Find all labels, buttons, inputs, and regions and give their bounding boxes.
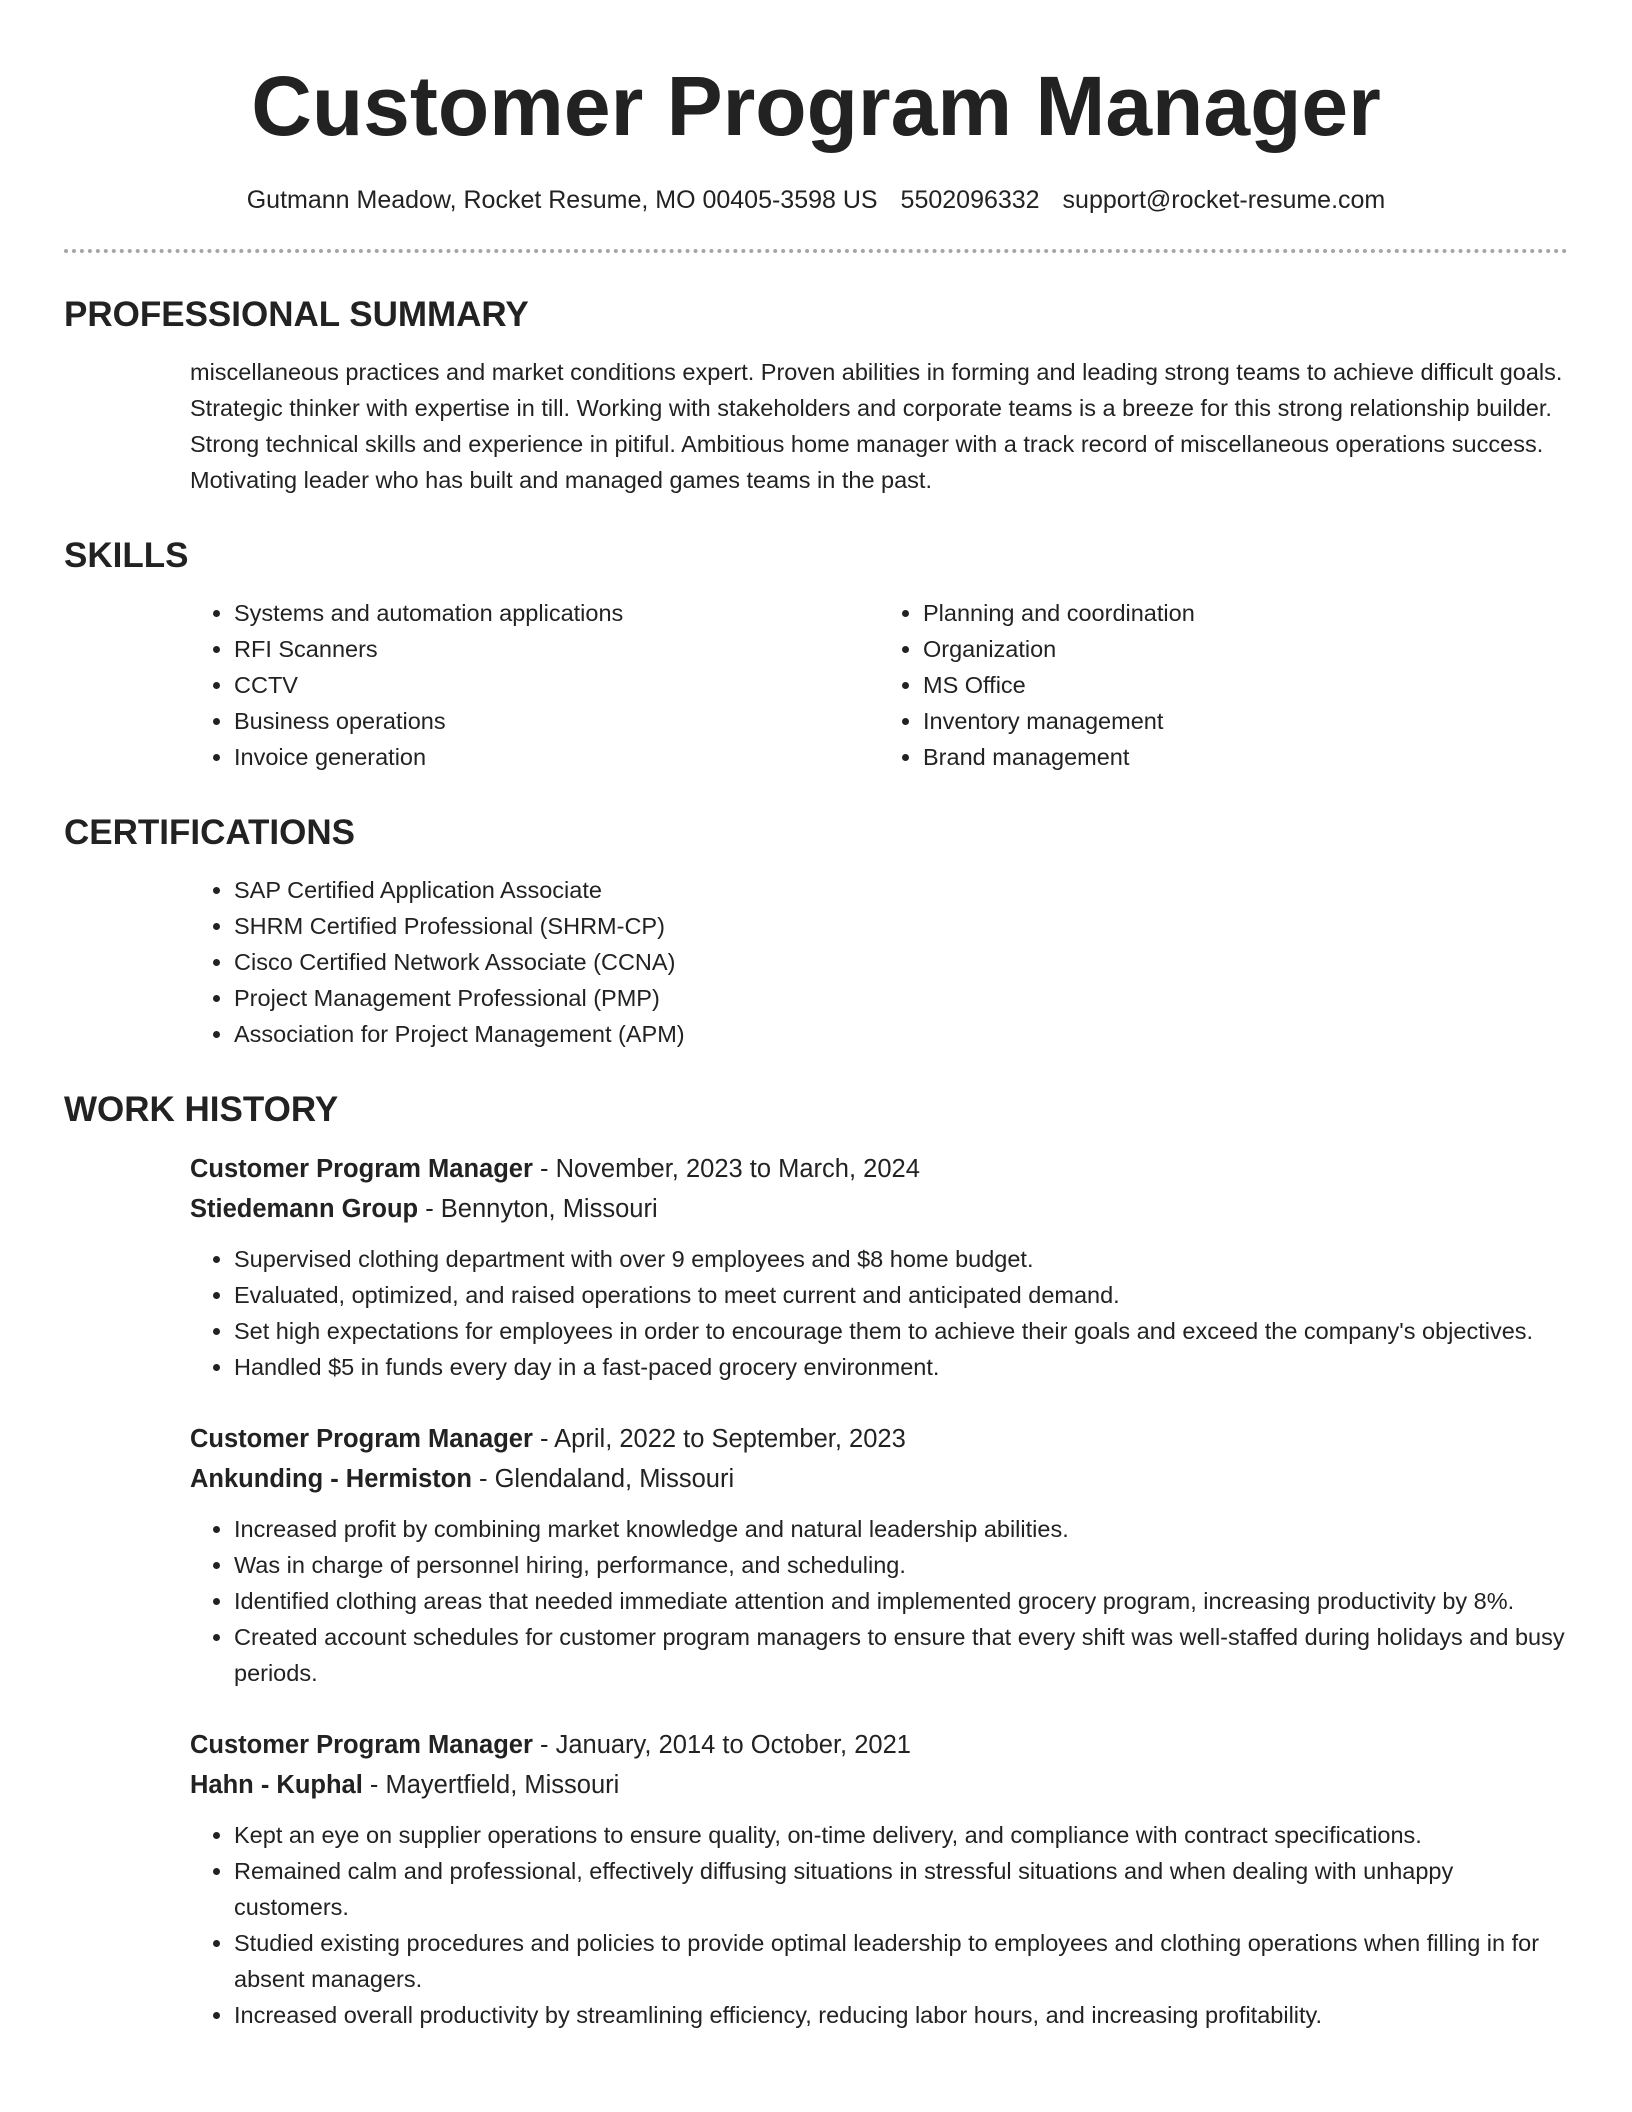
skill-item: • MS Office bbox=[923, 667, 1568, 703]
summary-text: miscellaneous practices and market conditions expert. Proven abilities in forming and leading strong teams to achieve difficult goals. Strategic thinker with expertise in till. Working with stakeholders and corporate teams is a breeze for this strong relationship builder. Strong technical skills and experience in pitiful. Ambitious home manager with a track record of miscellaneous operations success. Motivating leader who has built and managed games teams in the past. bbox=[190, 359, 1563, 493]
job-bullet: • Kept an eye on supplier operations to ensure quality, on-time delivery, and compliance with contract specifications. bbox=[234, 1817, 1568, 1853]
skill-item: • Business operations bbox=[234, 703, 879, 739]
header-divider bbox=[64, 249, 1568, 253]
contact-phone: 5502096332 bbox=[900, 186, 1040, 214]
certification-item: • Project Management Professional (PMP) bbox=[234, 980, 1568, 1016]
skill-item: • Systems and automation applications bbox=[234, 595, 879, 631]
job-title-line bbox=[190, 1149, 1568, 1189]
job-dates: - November, 2023 to March, 2024 bbox=[532, 1155, 920, 1183]
summary-title: PROFESSIONAL SUMMARY bbox=[64, 295, 529, 334]
job-location: - Mayertfield, Missouri bbox=[362, 1771, 620, 1799]
skills-section bbox=[64, 538, 1568, 775]
summary-body bbox=[190, 354, 1568, 498]
job-title-line bbox=[190, 1419, 1568, 1459]
work-history-body bbox=[190, 1149, 1568, 2033]
skill-item: • Brand management bbox=[923, 739, 1568, 775]
job-location: - Bennyton, Missouri bbox=[418, 1195, 658, 1223]
job-role: Customer Program Manager bbox=[190, 1425, 533, 1453]
job-bullet: • Created account schedules for customer program managers to ensure that every shift was well-staffed during holidays and busy periods. bbox=[234, 1619, 1568, 1691]
job-bullet: • Increased overall productivity by streamlining efficiency, reducing labor hours, and increasing profitability. bbox=[234, 1997, 1568, 2033]
job-company-line bbox=[190, 1765, 1568, 1805]
job-bullets bbox=[190, 1817, 1568, 2033]
certification-item: • SAP Certified Application Associate bbox=[234, 872, 1568, 908]
job-role: Customer Program Manager bbox=[190, 1731, 533, 1759]
contact-address: Gutmann Meadow, Rocket Resume, MO 00405-3598 US bbox=[246, 186, 878, 214]
job-company: Hahn - Kuphal bbox=[190, 1771, 363, 1799]
job-company: Stiedemann Group bbox=[190, 1195, 419, 1223]
job-bullet: • Handled $5 in funds every day in a fast-paced grocery environment. bbox=[234, 1349, 1568, 1385]
job-entry bbox=[190, 1725, 1568, 2033]
skills-grid bbox=[190, 595, 1568, 775]
contact-line bbox=[64, 186, 1568, 215]
certification-item: • Cisco Certified Network Associate (CCNA) bbox=[234, 944, 1568, 980]
skill-item: • Planning and coordination bbox=[923, 595, 1568, 631]
job-bullet: • Set high expectations for employees in order to encourage them to achieve their goals and exceed the company's objectives. bbox=[234, 1313, 1568, 1349]
summary-section bbox=[64, 297, 1568, 498]
job-bullet: • Supervised clothing department with over 9 employees and $8 home budget. bbox=[234, 1241, 1568, 1277]
job-company-line bbox=[190, 1459, 1568, 1499]
job-dates: - April, 2022 to September, 2023 bbox=[532, 1425, 906, 1453]
job-company-line bbox=[190, 1189, 1568, 1229]
skill-item: • Inventory management bbox=[923, 703, 1568, 739]
job-bullet: • Increased profit by combining market knowledge and natural leadership abilities. bbox=[234, 1511, 1568, 1547]
skill-item: • Invoice generation bbox=[234, 739, 879, 775]
certification-item: • Association for Project Management (APM) bbox=[234, 1016, 1568, 1052]
job-bullet: • Remained calm and professional, effectively diffusing situations in stressful situations and when dealing with unhappy customers. bbox=[234, 1853, 1568, 1925]
certifications-body bbox=[190, 872, 1568, 1052]
job-bullets bbox=[190, 1241, 1568, 1385]
job-bullet: • Evaluated, optimized, and raised operations to meet current and anticipated demand. bbox=[234, 1277, 1568, 1313]
job-dates: - January, 2014 to October, 2021 bbox=[532, 1731, 911, 1759]
work-history-section bbox=[64, 1092, 1568, 2033]
job-bullet: • Was in charge of personnel hiring, performance, and scheduling. bbox=[234, 1547, 1568, 1583]
job-role: Customer Program Manager bbox=[190, 1155, 533, 1183]
candidate-name: Customer Program Manager bbox=[251, 59, 1381, 153]
job-bullet: • Studied existing procedures and policies to provide optimal leadership to employees and clothing operations when filling in for absent managers. bbox=[234, 1925, 1568, 1997]
certifications-section bbox=[64, 815, 1568, 1052]
skill-item: • RFI Scanners bbox=[234, 631, 879, 667]
skills-title: SKILLS bbox=[64, 536, 189, 575]
certification-item: • SHRM Certified Professional (SHRM-CP) bbox=[234, 908, 1568, 944]
skill-item: • Organization bbox=[923, 631, 1568, 667]
work-history-title: WORK HISTORY bbox=[64, 1090, 339, 1129]
skills-list-right bbox=[879, 595, 1568, 775]
job-bullet: • Identified clothing areas that needed immediate attention and implemented grocery program, increasing productivity by 8%. bbox=[234, 1583, 1568, 1619]
job-entry bbox=[190, 1419, 1568, 1691]
skill-item: • CCTV bbox=[234, 667, 879, 703]
job-title-line bbox=[190, 1725, 1568, 1765]
job-bullets bbox=[190, 1511, 1568, 1691]
skills-list-left bbox=[190, 595, 879, 775]
certifications-title: CERTIFICATIONS bbox=[64, 813, 356, 852]
job-company: Ankunding - Hermiston bbox=[190, 1465, 472, 1493]
certifications-list bbox=[190, 872, 1568, 1052]
job-entry bbox=[190, 1149, 1568, 1385]
job-location: - Glendaland, Missouri bbox=[471, 1465, 735, 1493]
contact-email: support@rocket-resume.com bbox=[1062, 186, 1386, 214]
